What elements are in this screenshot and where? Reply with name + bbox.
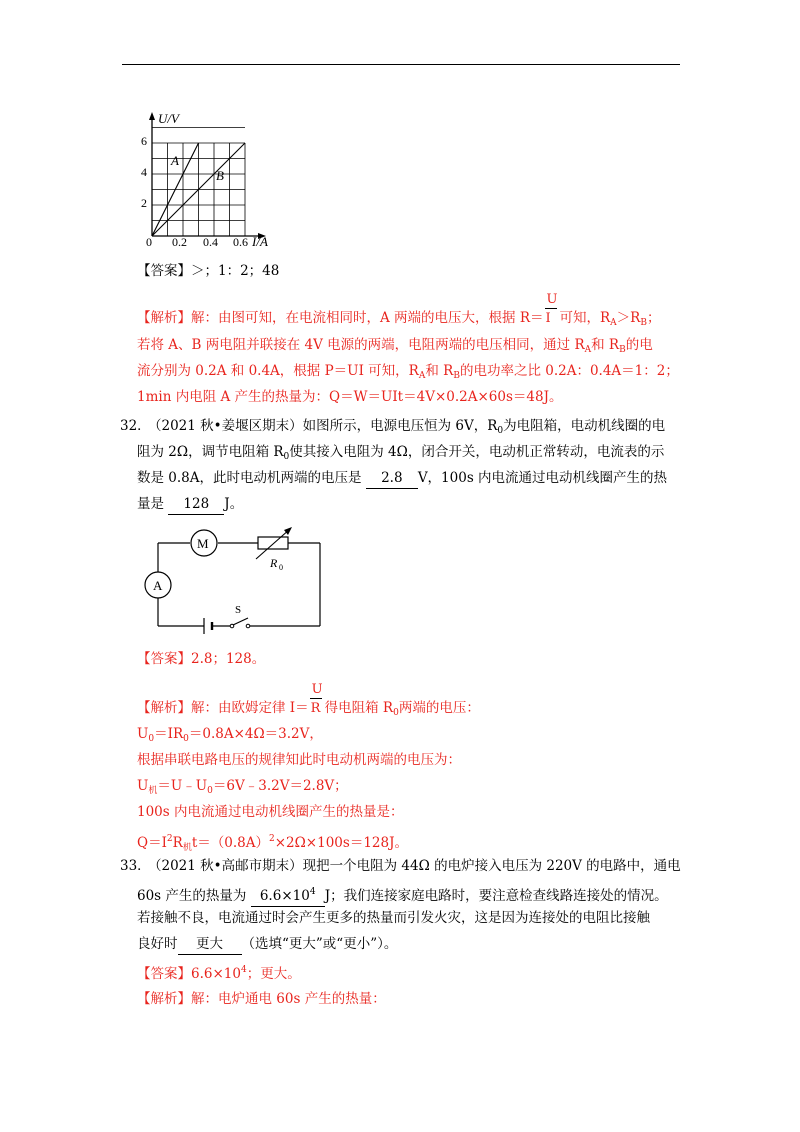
- x-tick-0.2: 0.2: [172, 235, 187, 248]
- q32-text-line2: 阻为 2Ω，调节电阻箱 $R_0$使其接入电阻为 4Ω，闭合开关，电动机正常转动，电流表的示: [137, 444, 665, 462]
- ammeter-symbol: [145, 572, 171, 598]
- q31-analysis-line3: 流分别为 0.2A 和 0.4A，根据 P＝UI 可知，$R_A$和 $R_B$的电功率之比 0.2A：0.4A＝1：2；: [137, 363, 679, 381]
- q32-text-line1: （2021 秋•姜堰区期末）如图所示，电源电压恒为 6V，$R_0$为电阻箱，电动机线圈的电: [148, 418, 666, 436]
- y-tick-4: 4: [141, 165, 147, 179]
- rheostat-symbol: [256, 527, 292, 572]
- line-a-label: A: [171, 153, 179, 168]
- switch-label: S: [235, 604, 242, 616]
- x-tick-0: 0: [146, 235, 152, 248]
- header-rule: [122, 64, 680, 65]
- y-axis-arrow: [149, 112, 155, 120]
- q32-analysis-line3: 根据串联电路电压的规律知此时电动机两端的电压为：: [137, 752, 461, 768]
- q33-text-line2: 60s 产生的热量为 $6.6\times 10^4$ J；我们连接家庭电路时，要注意检查线路连接处的情况。: [137, 883, 668, 907]
- rheostat-label: R: [270, 556, 278, 570]
- x-axis-label: I/A: [252, 234, 268, 248]
- q31-analysis-line4: 1min 内电阻 A 产生的热量为：Q＝W＝UIt＝4V×0.2A×60s＝48J。: [137, 389, 563, 405]
- q31-analysis-line1: 【解析】解：由图可知，在电流相同时，A 两端的电压大，根据 R＝ $\frac{U}{I}$ 可知，$R_A>R_B$；: [137, 292, 661, 328]
- line-b-label: B: [216, 168, 224, 183]
- q33-number: 33．: [120, 858, 151, 874]
- q32-answer: 【答案】2.8；128。: [137, 651, 266, 667]
- q32-text-line4: 量是 128 J。: [137, 495, 243, 515]
- q33-answer: 【答案】$6.6\times 10^4$；更大。: [137, 965, 301, 982]
- y-axis-label: U/V: [158, 111, 179, 126]
- u-i-graph: [140, 108, 290, 248]
- q33-analysis: 【解析】解：电炉通电 60s 产生的热量：: [137, 991, 386, 1007]
- q32-analysis-line1: 【解析】解：由欧姆定律 I＝ $\frac{U}{R}$ 得电阻箱 $R_0$两端的电压：: [137, 682, 480, 718]
- circuit-diagram: [140, 525, 330, 635]
- q33-text-line4: 良好时 更大 （选填“更大”或“更小”）。: [137, 935, 397, 955]
- rheostat-label-sub: 0: [279, 563, 283, 572]
- switch-symbol: [230, 604, 250, 628]
- q32-analysis-line6: $Q=I^2R_机t=(0.8A)^2\times 2\Omega\times 100s=128J$。: [137, 834, 408, 853]
- ammeter-label: A: [153, 578, 163, 593]
- q32-analysis-line5: 100s 内电流通过电动机线圈产生的热量是：: [137, 804, 404, 820]
- q31-analysis-line2: 若将 A、B 两电阻并联接在 4V 电源的两端，电阻两端的电压相同，通过 $R_A$和 $R_B$的电: [137, 337, 653, 355]
- q33-blank-1: $6.6\times 10^4$: [251, 883, 325, 907]
- y-tick-2: 2: [141, 196, 147, 210]
- motor-symbol: [191, 530, 217, 556]
- q33-blank-2: 更大: [178, 935, 242, 955]
- battery-symbol: [204, 618, 212, 634]
- x-tick-0.6: 0.6: [233, 235, 248, 248]
- fraction-u-over-r: $\frac{U}{R}$: [310, 682, 323, 716]
- q32-analysis-line4: $U_机=U﹣U_0=6V﹣3.2V=2.8V$；: [137, 778, 348, 796]
- fraction-u-over-i: $\frac{U}{I}$: [545, 292, 558, 326]
- x-tick-0.4: 0.4: [203, 235, 218, 248]
- q32-blank-2: 128: [168, 495, 224, 515]
- y-tick-6: 6: [141, 134, 147, 148]
- q31-answer: 【答案】＞；1：2；48: [137, 263, 280, 279]
- q32-analysis-line2: $U_0=IR_0=0.8A\times 4\Omega=3.2V$，: [137, 726, 323, 744]
- q33-text-line3: 若接触不良，电流通过时会产生更多的热量而引发火灾，这是因为连接处的电阻比接触: [137, 910, 650, 926]
- q32-text-line3: 数是 0.8A，此时电动机两端的电压是 2.8 V，100s 内电流通过电动机线圈产生的热: [137, 469, 667, 489]
- motor-label: M: [197, 536, 209, 551]
- q32-number: 32．: [120, 418, 151, 434]
- q32-blank-1: 2.8: [366, 469, 418, 489]
- q33-text-line1: （2021 秋•高邮市期末）现把一个电阻为 44Ω 的电炉接入电压为 220V 的电路中，通电: [148, 858, 681, 874]
